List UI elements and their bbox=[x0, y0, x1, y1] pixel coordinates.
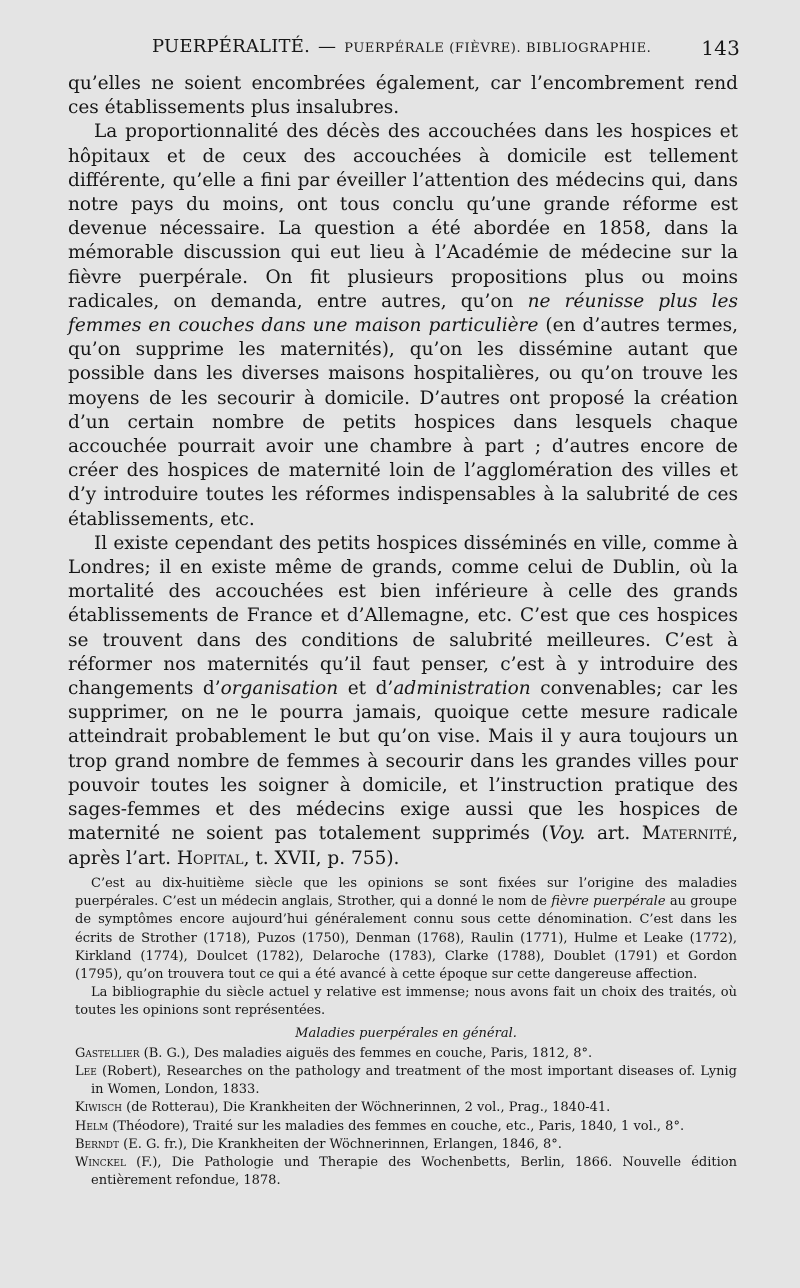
reference-entry bbox=[75, 1118, 737, 1136]
paragraph-3-text-f: , t. XVII, p. 755). bbox=[243, 847, 400, 869]
paragraph-3-voy: Voy. bbox=[548, 823, 586, 845]
paragraph-3-maternite: Maternité bbox=[641, 823, 733, 845]
paragraph-3 bbox=[68, 532, 738, 871]
header-subtitle: PUERPÉRALE (FIÈVRE). BIBLIOGRAPHIE. bbox=[344, 41, 652, 56]
paragraph-3-text-d: art. bbox=[585, 823, 642, 845]
reference-text: (Théodore), Traité sur les maladies des femmes en couche, etc., Paris, 1840, 1 vol., 8°. bbox=[108, 1118, 685, 1134]
paragraph-3-emphasis-2: administration bbox=[393, 678, 531, 700]
bibliography-notes bbox=[75, 875, 737, 1190]
paragraph-3-text-a: Il existe cependant des petits hospices disséminés en ville, comme à Londres; il en existe même de grands, comme celui de Dublin, où la mortalité des accouchées est bien inférieure à celle des grands établissements de France et d’Allemagne, etc. C’est que ces hospices se trouvent dans des conditions de salubrité meilleures. C’est à réformer nos maternités qu’il faut penser, c’est à y introduire des changements d’ bbox=[68, 532, 738, 700]
note-1-text-b: au groupe de symptômes encore aujourd’hui généralement connu sous cette dénomination. C’est dans les écrits de Strother (1718), Puzos (1750), Denman (1768), Raulin (1771), Hulme et Leake (1772), Kirkland (1774), Doulcet (1782), Delaroche (1783), Clarke (1788), Doublet (1791) et Gordon (1795), qu’on trouvera tout ce qui a été avancé à cette époque sur cette dangereuse affection. bbox=[75, 894, 737, 983]
reference-author: Helm bbox=[75, 1118, 109, 1134]
reference-text: (de Rotterau), Die Krankheiten der Wöchnerinnen, 2 vol., Prag., 1840-41. bbox=[121, 1100, 611, 1116]
reference-text: (E. G. fr.), Die Krankheiten der Wöchnerinnen, Erlangen, 1846, 8°. bbox=[119, 1136, 562, 1152]
reference-author: Lee bbox=[75, 1064, 97, 1080]
paragraph-3-text-c: convenables; car les supprimer, on ne le pourra jamais, quoique cette mesure radicale atteindrait probablement le but qu’on vise. Mais il y aura toujours un trop grand nombre de femmes à secourir dans les grandes villes pour pouvoir toutes les soigner à domicile, et l’instruction pratique des sages-femmes et des médecins exige aussi que les hospices de maternité ne soient pas totalement supprimés ( bbox=[68, 678, 738, 845]
paragraph-2-emphasis: ne réunisse plus les femmes en couches dans une maison particulière bbox=[68, 290, 738, 337]
reference-author: Winckel bbox=[75, 1155, 126, 1171]
note-paragraph-2: La bibliographie du siècle actuel y relative est immense; nous avons fait un choix des traités, où toutes les opinions sont représentées. bbox=[75, 985, 737, 1019]
note-paragraph-1 bbox=[75, 875, 737, 984]
reference-author: Berndt bbox=[75, 1136, 119, 1152]
reference-entry bbox=[75, 1099, 737, 1117]
note-1-emphasis: fièvre puerpérale bbox=[551, 894, 666, 910]
reference-author: Kiwisch bbox=[75, 1100, 122, 1116]
reference-author: Gastellier bbox=[75, 1045, 140, 1061]
header-separator: — bbox=[318, 36, 337, 57]
reference-text: (Robert), Researches on the pathology and treatment of the most important diseases of. Lynig in Women, London, 1833. bbox=[91, 1064, 737, 1098]
reference-list bbox=[75, 1045, 737, 1191]
running-header bbox=[68, 36, 740, 64]
paragraph-2-text-a: La proportionnalité des décès des accouchées dans les hospices et hôpitaux et de ceux des accouchées à domicile est tellement différente, qu’elle a fini par éveiller l’attention des médecins qui, dans notre pays du moins, ont tous conclu qu’une grande réforme est devenue nécessaire. La question a été abordée en 1858, dans la mémorable discussion qui eut lieu à l’Académie de médecine sur la fièvre puerpérale. On fit plusieurs propositions plus ou moins radicales, on demanda, entre autres, qu’on bbox=[68, 121, 738, 312]
header-title: PUERPÉRALITÉ. bbox=[152, 36, 310, 57]
reference-entry bbox=[75, 1063, 737, 1099]
note-1-text-a: C’est au dix-huitième siècle que les opinions se sont fixées sur l’origine des maladies puerpérales. C’est un médecin anglais, Strother, qui a donné le nom de bbox=[75, 876, 737, 910]
section-title: Maladies puerpérales en général. bbox=[295, 1025, 517, 1041]
paragraph-3-text-b: et d’ bbox=[338, 678, 394, 700]
paragraph-2 bbox=[68, 120, 738, 531]
paragraph-1: qu’elles ne soient encombrées également, car l’encombrement rend ces établissements plus insalubres. bbox=[68, 73, 738, 119]
reference-text: (B. G.), Des maladies aiguës des femmes en couche, Paris, 1812, 8°. bbox=[139, 1045, 593, 1061]
reference-entry bbox=[75, 1136, 737, 1154]
reference-entry bbox=[75, 1045, 737, 1063]
paragraph-3-hopital: Hopital bbox=[176, 847, 244, 869]
reference-text: (F.), Die Pathologie und Therapie des Wochenbetts, Berlin, 1866. Nouvelle édition entièrement refondue, 1878. bbox=[91, 1155, 737, 1189]
paragraph-2-text-b: (en d’autres termes, qu’on supprime les maternités), qu’on les dissémine autant que possible dans les diverses maisons hospitalières, ou qu’on trouve les moyens de les secourir à domicile. D’autres ont proposé la création d’un certain nombre de petits hospices dans lesquels chaque accouchée pourrait avoir une chambre à part ; d’autres encore de créer des hospices de maternité loin de l’agglomération des villes et d’y introduire toutes les réformes indispensables à la salubrité de ces établissements, etc. bbox=[68, 315, 738, 530]
paragraph-3-emphasis-1: organisation bbox=[220, 678, 339, 700]
paragraph-3-text-e: , après l’art. bbox=[68, 823, 738, 869]
main-text bbox=[68, 72, 738, 871]
reference-entry bbox=[75, 1154, 737, 1190]
page-number: 143 bbox=[701, 36, 740, 60]
